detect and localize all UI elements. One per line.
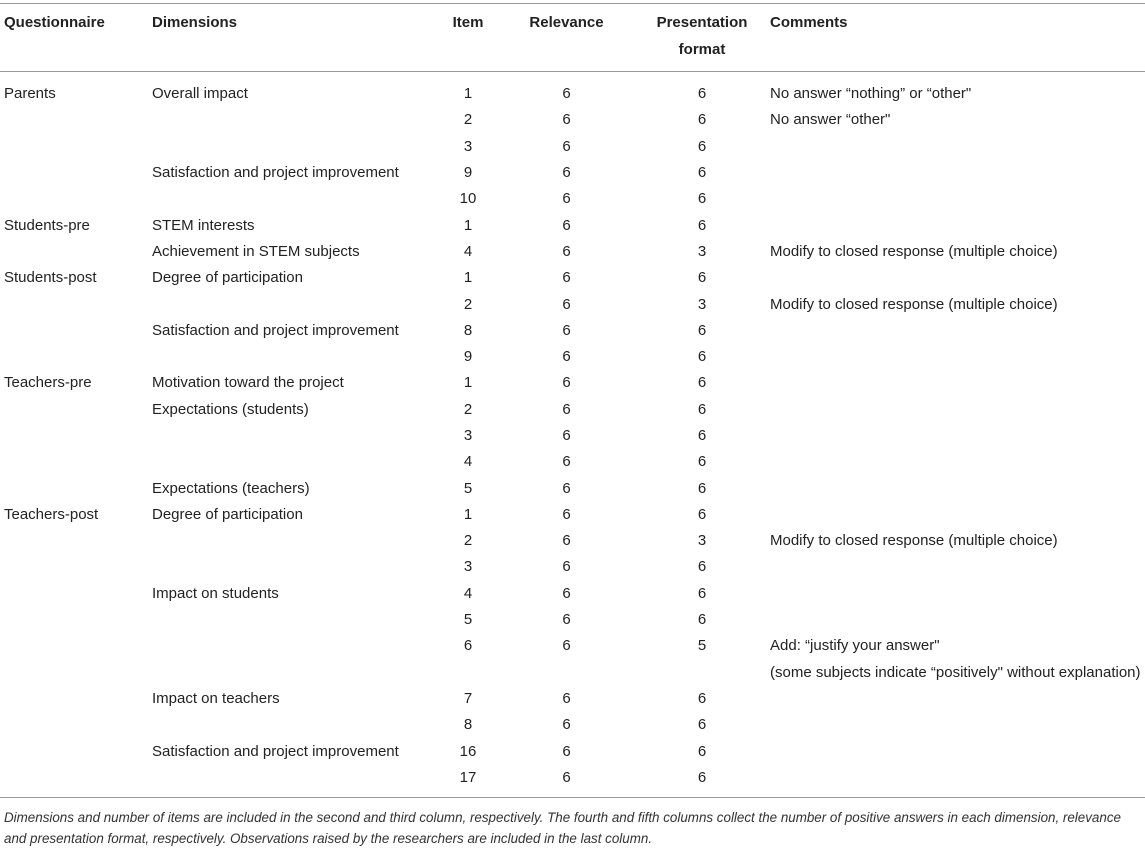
cell-relevance: 6 bbox=[562, 269, 571, 287]
cell-dimension: Overall impact bbox=[152, 85, 248, 103]
cell-dimension: STEM interests bbox=[152, 216, 255, 234]
table-row bbox=[0, 475, 1145, 501]
cell-presentation-format: 6 bbox=[697, 768, 707, 786]
table-row bbox=[0, 423, 1145, 449]
cell-dimension: Degree of participation bbox=[152, 269, 303, 287]
cell-item: 16 bbox=[459, 742, 477, 760]
table-row bbox=[0, 186, 1145, 212]
cell-item: 4 bbox=[463, 242, 473, 260]
table-row bbox=[0, 712, 1145, 738]
cell-presentation-format: 6 bbox=[697, 400, 707, 418]
header-presentation-format bbox=[634, 5, 770, 73]
cell-presentation-format: 6 bbox=[697, 558, 707, 576]
table-row bbox=[0, 528, 1145, 554]
cell-relevance: 6 bbox=[562, 321, 571, 339]
cell-questionnaire bbox=[0, 318, 152, 344]
cell-relevance: 6 bbox=[562, 768, 571, 786]
cell-relevance: 6 bbox=[562, 400, 571, 418]
cell-item: 9 bbox=[463, 348, 473, 366]
cell-dimension: Satisfaction and project improvement bbox=[152, 164, 399, 182]
header-row bbox=[0, 5, 1145, 73]
cell-item: 1 bbox=[463, 505, 473, 523]
cell-questionnaire bbox=[0, 449, 152, 475]
cell-comment bbox=[770, 502, 1145, 528]
cell-relevance: 6 bbox=[562, 584, 571, 602]
cell-comment bbox=[770, 581, 1145, 607]
cell-dimension bbox=[152, 107, 437, 133]
cell-item: 7 bbox=[463, 689, 473, 707]
cell-item: 2 bbox=[463, 295, 473, 313]
cell-presentation-format: 6 bbox=[697, 742, 707, 760]
cell-questionnaire bbox=[0, 475, 152, 501]
cell-presentation-format: 6 bbox=[697, 216, 707, 234]
table-row bbox=[0, 738, 1145, 764]
cell-questionnaire: Students-post bbox=[4, 269, 97, 287]
cell-questionnaire: Parents bbox=[4, 85, 56, 103]
table-row bbox=[0, 686, 1145, 712]
table-row bbox=[0, 581, 1145, 607]
cell-presentation-format: 3 bbox=[697, 295, 707, 313]
cell-comment: (some subjects indicate “positively" without explanation) bbox=[770, 663, 1141, 681]
cell-comment: Modify to closed response (multiple choice) bbox=[770, 532, 1058, 550]
cell-item: 9 bbox=[463, 164, 473, 182]
table-row bbox=[0, 81, 1145, 107]
cell-presentation-format: 6 bbox=[697, 164, 707, 182]
cell-dimension: Expectations (teachers) bbox=[152, 479, 310, 497]
table-row bbox=[0, 212, 1145, 238]
cell-comment bbox=[770, 370, 1145, 396]
cell-dimension bbox=[152, 423, 437, 449]
cell-questionnaire bbox=[0, 186, 152, 212]
cell-dimension bbox=[152, 134, 437, 160]
cell-item: 2 bbox=[463, 400, 473, 418]
cell-presentation-format: 6 bbox=[697, 505, 707, 523]
cell-relevance: 6 bbox=[562, 190, 571, 208]
cell-presentation-format: 6 bbox=[697, 689, 707, 707]
table-row bbox=[0, 607, 1145, 633]
cell-questionnaire bbox=[0, 134, 152, 160]
cell-questionnaire bbox=[0, 581, 152, 607]
cell-relevance: 6 bbox=[562, 85, 571, 103]
cell-questionnaire bbox=[0, 738, 152, 764]
cell-comment: No answer “other" bbox=[770, 111, 891, 129]
cell-comment: Modify to closed response (multiple choice) bbox=[770, 242, 1058, 260]
table-row bbox=[0, 160, 1145, 186]
cell-questionnaire bbox=[0, 528, 152, 554]
cell-relevance: 6 bbox=[562, 427, 571, 444]
table-row bbox=[0, 765, 1145, 791]
cell-questionnaire bbox=[0, 397, 152, 423]
cell-item: 3 bbox=[463, 427, 473, 444]
table-row bbox=[0, 344, 1145, 370]
cell-presentation-format: 6 bbox=[697, 716, 707, 734]
cell-relevance: 6 bbox=[562, 295, 571, 313]
table-row bbox=[0, 370, 1145, 396]
cell-relevance: 6 bbox=[562, 689, 571, 707]
table-row bbox=[0, 134, 1145, 160]
cell-relevance: 6 bbox=[562, 216, 571, 234]
cell-dimension bbox=[152, 186, 437, 212]
cell-dimension bbox=[152, 344, 437, 370]
cell-dimension: Impact on teachers bbox=[152, 689, 280, 707]
cell-comment: Modify to closed response (multiple choice) bbox=[770, 295, 1058, 313]
cell-item: 1 bbox=[463, 374, 473, 392]
table-row bbox=[0, 291, 1145, 317]
cell-comment bbox=[770, 423, 1145, 449]
cell-item: 1 bbox=[463, 216, 473, 234]
table-body bbox=[0, 81, 1145, 791]
cell-item: 8 bbox=[463, 321, 473, 339]
cell-dimension: Motivation toward the project bbox=[152, 374, 344, 392]
cell-questionnaire bbox=[0, 607, 152, 633]
cell-presentation-format: 5 bbox=[697, 637, 707, 655]
cell-relevance: 6 bbox=[562, 242, 571, 260]
cell-questionnaire bbox=[0, 660, 152, 686]
cell-questionnaire bbox=[0, 712, 152, 738]
cell-relevance: 6 bbox=[562, 611, 571, 629]
cell-comment: No answer “nothing” or “other" bbox=[770, 85, 972, 103]
cell-comment bbox=[770, 712, 1145, 738]
cell-comment bbox=[770, 475, 1145, 501]
table-top-rule bbox=[0, 3, 1145, 4]
cell-comment bbox=[770, 686, 1145, 712]
cell-dimension bbox=[152, 554, 437, 580]
cell-item bbox=[437, 660, 499, 686]
cell-questionnaire bbox=[0, 160, 152, 186]
table-row bbox=[0, 239, 1145, 265]
header-item: Item bbox=[452, 14, 484, 31]
cell-item: 3 bbox=[463, 137, 473, 155]
cell-questionnaire: Teachers-pre bbox=[4, 374, 92, 392]
cell-comment bbox=[770, 765, 1145, 791]
cell-item: 5 bbox=[463, 479, 473, 497]
cell-presentation-format: 6 bbox=[697, 453, 707, 471]
cell-relevance: 6 bbox=[562, 532, 571, 550]
cell-relevance: 6 bbox=[562, 558, 571, 576]
cell-relevance: 6 bbox=[562, 111, 571, 129]
cell-relevance: 6 bbox=[562, 479, 571, 497]
cell-comment bbox=[770, 607, 1145, 633]
cell-comment bbox=[770, 318, 1145, 344]
cell-item: 2 bbox=[463, 532, 473, 550]
cell-dimension: Satisfaction and project improvement bbox=[152, 321, 399, 339]
cell-questionnaire: Students-pre bbox=[4, 216, 90, 234]
cell-presentation-format: 6 bbox=[697, 584, 707, 602]
cell-relevance: 6 bbox=[562, 164, 571, 182]
cell-item: 3 bbox=[463, 558, 473, 576]
cell-dimension bbox=[152, 660, 437, 686]
cell-comment: Add: “justify your answer" bbox=[770, 637, 940, 655]
cell-relevance: 6 bbox=[562, 505, 571, 523]
table-row bbox=[0, 660, 1145, 686]
cell-item: 10 bbox=[459, 190, 477, 208]
cell-relevance: 6 bbox=[562, 137, 571, 155]
cell-comment bbox=[770, 160, 1145, 186]
cell-dimension bbox=[152, 633, 437, 659]
cell-presentation-format: 6 bbox=[697, 348, 707, 366]
table-footnote: Dimensions and number of items are included in the second and third column, respectively. The fourth and fifth columns collect the number of positive answers in each dimension, relevance and presentation format, respectively. Observations raised by the researchers are included in the last column. bbox=[4, 810, 1121, 846]
table-rows bbox=[0, 81, 1145, 791]
cell-dimension: Impact on students bbox=[152, 584, 279, 602]
cell-questionnaire bbox=[0, 239, 152, 265]
cell-relevance: 6 bbox=[562, 716, 571, 734]
cell-dimension: Expectations (students) bbox=[152, 400, 309, 418]
cell-dimension: Achievement in STEM subjects bbox=[152, 242, 360, 260]
cell-comment bbox=[770, 265, 1145, 291]
header-comments: Comments bbox=[770, 14, 848, 31]
cell-presentation-format: 6 bbox=[697, 190, 707, 208]
cell-dimension bbox=[152, 607, 437, 633]
cell-questionnaire bbox=[0, 633, 152, 659]
cell-comment bbox=[770, 134, 1145, 160]
cell-comment bbox=[770, 738, 1145, 764]
header-questionnaire: Questionnaire bbox=[4, 14, 105, 31]
cell-item: 4 bbox=[463, 584, 473, 602]
header-relevance: Relevance bbox=[529, 14, 604, 31]
cell-item: 17 bbox=[459, 768, 477, 786]
cell-questionnaire bbox=[0, 107, 152, 133]
table-row bbox=[0, 318, 1145, 344]
cell-comment bbox=[770, 212, 1145, 238]
cell-dimension bbox=[152, 449, 437, 475]
table-row bbox=[0, 265, 1145, 291]
table-row bbox=[0, 397, 1145, 423]
cell-relevance: 6 bbox=[562, 742, 571, 760]
cell-dimension bbox=[152, 528, 437, 554]
cell-questionnaire bbox=[0, 554, 152, 580]
table-header-rule bbox=[0, 71, 1145, 72]
cell-presentation-format: 3 bbox=[697, 242, 707, 260]
cell-presentation-format bbox=[634, 660, 770, 686]
cell-dimension: Satisfaction and project improvement bbox=[152, 742, 399, 760]
cell-dimension bbox=[152, 765, 437, 791]
table-header bbox=[0, 5, 1145, 73]
table-row bbox=[0, 502, 1145, 528]
cell-presentation-format: 6 bbox=[697, 611, 707, 629]
cell-presentation-format: 6 bbox=[697, 269, 707, 287]
cell-dimension: Degree of participation bbox=[152, 505, 303, 523]
cell-questionnaire bbox=[0, 291, 152, 317]
table-row bbox=[0, 449, 1145, 475]
cell-item: 6 bbox=[463, 637, 473, 655]
cell-presentation-format: 6 bbox=[697, 137, 707, 155]
header-dimensions: Dimensions bbox=[152, 14, 238, 31]
cell-item: 4 bbox=[463, 453, 473, 471]
cell-presentation-format: 6 bbox=[697, 321, 707, 339]
cell-questionnaire bbox=[0, 344, 152, 370]
cell-presentation-format: 6 bbox=[697, 111, 707, 129]
table-bottom-rule bbox=[0, 797, 1145, 798]
cell-relevance: 6 bbox=[562, 453, 571, 471]
table-row bbox=[0, 554, 1145, 580]
header-presentation-format-label: Presentation format bbox=[656, 14, 748, 58]
cell-questionnaire bbox=[0, 765, 152, 791]
cell-comment bbox=[770, 397, 1145, 423]
cell-item: 2 bbox=[463, 111, 473, 129]
cell-presentation-format: 6 bbox=[697, 374, 707, 392]
cell-item: 1 bbox=[463, 85, 473, 103]
cell-relevance bbox=[499, 660, 634, 686]
cell-comment bbox=[770, 449, 1145, 475]
table-row bbox=[0, 633, 1145, 659]
cell-questionnaire bbox=[0, 423, 152, 449]
cell-item: 1 bbox=[463, 269, 473, 287]
cell-item: 8 bbox=[463, 716, 473, 734]
cell-comment bbox=[770, 186, 1145, 212]
cell-presentation-format: 6 bbox=[697, 479, 707, 497]
cell-questionnaire: Teachers-post bbox=[4, 505, 99, 523]
cell-comment bbox=[770, 344, 1145, 370]
cell-relevance: 6 bbox=[562, 637, 571, 655]
cell-relevance: 6 bbox=[562, 348, 571, 366]
cell-presentation-format: 6 bbox=[697, 427, 707, 444]
cell-dimension bbox=[152, 291, 437, 317]
cell-presentation-format: 3 bbox=[697, 532, 707, 550]
cell-questionnaire bbox=[0, 686, 152, 712]
cell-presentation-format: 6 bbox=[697, 85, 707, 103]
table-row bbox=[0, 107, 1145, 133]
cell-comment bbox=[770, 554, 1145, 580]
cell-dimension bbox=[152, 712, 437, 738]
cell-relevance: 6 bbox=[562, 374, 571, 392]
cell-item: 5 bbox=[463, 611, 473, 629]
